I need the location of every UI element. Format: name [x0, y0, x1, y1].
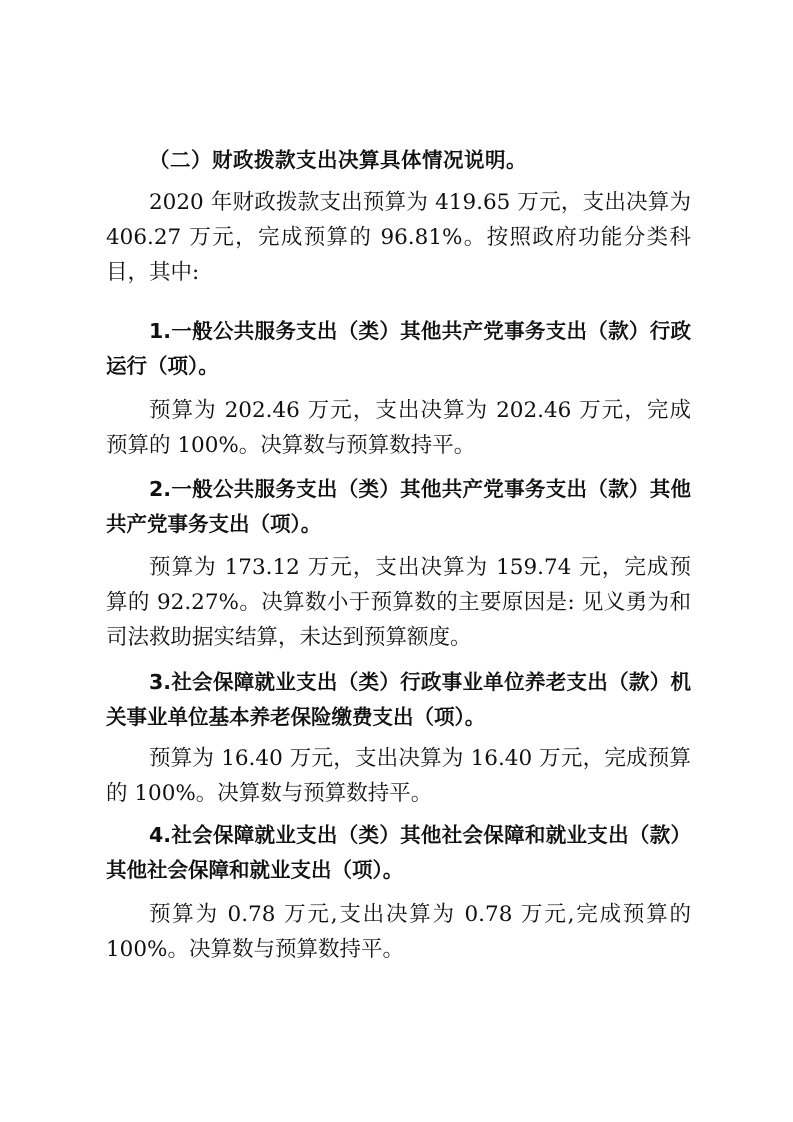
item-4-body: 预算为 0.78 万元,支出决算为 0.78 万元,完成预算的 100%。决算数与预算数持平。: [106, 902, 691, 962]
item-2-body: 预算为 173.12 万元，支出决算为 159.74 元，完成预算的 92.27%。决算数小于预算数的主要原因是: 见义勇为和司法救助据实结算，未达到预算额度。: [106, 555, 691, 650]
section-heading: （二）财政拨款支出决算具体情况说明。: [149, 148, 527, 172]
item-2-title: 2.一般公共服务支出（类）其他共产党事务支出（款）其他共产党事务支出（项）。: [106, 477, 691, 536]
item-4-title: 4.社会保障就业支出（类）其他社会保障和就业支出（款）其他社会保障和就业支出（项）。: [106, 823, 691, 882]
item-1-body: 预算为 202.46 万元，支出决算为 202.46 万元，完成预算的 100%。决算数与预算数持平。: [106, 398, 691, 458]
item-1-title: 1.一般公共服务支出（类）其他共产党事务支出（款）行政运行（项）。: [106, 319, 691, 378]
intro-paragraph: 2020 年财政拨款支出预算为 419.65 万元，支出决算为 406.27 万元，完成预算的 96.81%。按照政府功能分类科目，其中:: [106, 190, 691, 285]
item-3-title: 3.社会保障就业支出（类）行政事业单位养老支出（款）机关事业单位基本养老保险缴费支出（项）。: [106, 670, 691, 729]
item-3-body: 预算为 16.40 万元，支出决算为 16.40 万元，完成预算的 100%。决算数与预算数持平。: [106, 746, 691, 806]
